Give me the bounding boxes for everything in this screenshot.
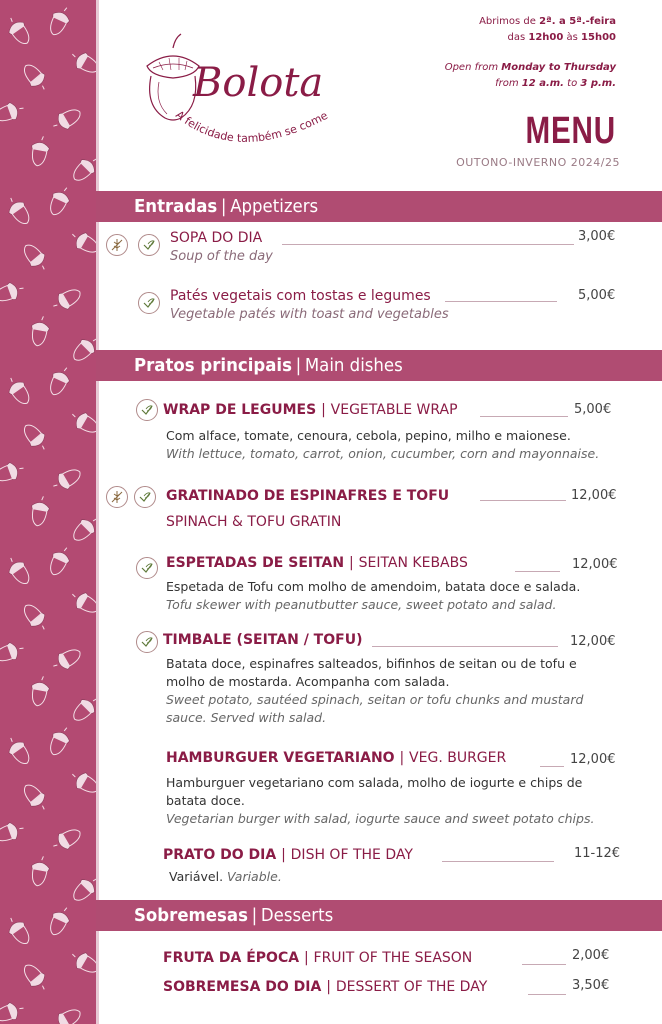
item-desc-wrap: Com alface, tomate, cenoura, cebola, pepino, milho e maionese. With lettuce, tomato, carrot, onion, cucumber, corn and mayonnaise. <box>166 428 600 461</box>
page-title: MENU <box>525 110 616 152</box>
acorn-logo-icon <box>135 24 375 184</box>
item-name-pates: Patés vegetais com tostas e legumes <box>170 288 431 304</box>
item-desc-burger: Hamburguer vegetariano com salada, molho de iogurte e chips de batata doce. Vegetarian burger with salad, iogurte sauce and sweet potato chips. <box>166 775 595 826</box>
item-price-soup: 3,00€ <box>578 229 616 244</box>
vegan-icon <box>138 292 160 314</box>
vegan-icon <box>136 557 158 579</box>
gluten-free-icon <box>106 486 128 508</box>
section-band-mains: Pratos principais | Main dishes <box>96 350 662 381</box>
item-price-dish-of-day: 11-12€ <box>574 846 621 861</box>
vegan-icon <box>134 486 156 508</box>
item-price-dessert-of-day: 3,50€ <box>572 978 610 993</box>
item-name-gratin-en: SPINACH & TOFU GRATIN <box>166 514 342 530</box>
item-name-wrap: WRAP DE LEGUMES | VEGETABLE WRAP <box>163 402 458 418</box>
vegan-icon <box>136 631 158 653</box>
vegan-icon <box>136 399 158 421</box>
item-name-timbale: TIMBALE (SEITAN / TOFU) <box>163 632 363 648</box>
hours-pt-days: Abrimos de 2ª. a 5ª.-feira <box>479 16 616 27</box>
dotted-leader <box>540 766 564 767</box>
svg-text:A felicidade também se come <box>173 108 330 145</box>
item-name-gratin: GRATINADO DE ESPINAFRES E TOFU <box>166 488 450 504</box>
dotted-leader <box>372 646 558 647</box>
acorn-pattern-icon <box>0 0 96 1024</box>
item-price-fruit: 2,00€ <box>572 948 610 963</box>
item-sub-pates: Vegetable patés with toast and vegetables <box>170 307 449 322</box>
hours-pt-times: das 12h00 às 15h00 <box>507 32 616 43</box>
pattern-divider <box>96 0 99 1024</box>
item-price-kebabs: 12,00€ <box>572 557 618 572</box>
section-band-appetizers: Entradas | Appetizers <box>96 191 662 222</box>
item-price-burger: 12,00€ <box>570 752 616 767</box>
vegan-icon <box>138 234 160 256</box>
dotted-leader <box>480 500 566 501</box>
item-name-burger: HAMBURGUER VEGETARIANO | VEG. BURGER <box>166 750 507 766</box>
section-title-en: Main dishes <box>304 355 403 376</box>
section-band-desserts: Sobremesas | Desserts <box>96 900 662 931</box>
section-title-en: Appetizers <box>230 196 319 217</box>
logo-wordmark: Bolota <box>193 60 324 106</box>
gluten-free-icon <box>106 234 128 256</box>
dotted-leader <box>528 994 566 995</box>
bolota-logo <box>135 24 375 184</box>
season-label: OUTONO-INVERNO 2024/25 <box>456 156 620 169</box>
item-name-dish-of-day: PRATO DO DIA | DISH OF THE DAY <box>163 847 413 863</box>
item-price-wrap: 5,00€ <box>574 402 612 417</box>
item-desc-kebabs: Espetada de Tofu com molho de amendoim, batata doce e salada. Tofu skewer with peanutbutter sauce, sweet potato and salad. <box>166 579 581 612</box>
item-name-soup: SOPA DO DIA <box>170 230 263 246</box>
section-title-en: Desserts <box>260 905 334 926</box>
acorn-pattern-strip <box>0 0 96 1024</box>
hours-en-times: from 12 a.m. to 3 p.m. <box>495 78 616 89</box>
dotted-leader <box>445 301 557 302</box>
dotted-leader <box>480 416 568 417</box>
item-price-timbale: 12,00€ <box>570 634 616 649</box>
section-title-pt: Entradas <box>134 196 218 217</box>
dotted-leader <box>442 861 554 862</box>
item-desc-dish-of-day: Variável. Variable. <box>169 869 282 884</box>
section-title-pt: Sobremesas <box>134 905 248 926</box>
item-name-kebabs: ESPETADAS DE SEITAN | SEITAN KEBABS <box>166 555 468 571</box>
dotted-leader <box>515 571 560 572</box>
logo-tagline: A felicidade também se come <box>173 108 330 145</box>
item-sub-soup: Soup of the day <box>170 249 273 264</box>
item-price-gratin: 12,00€ <box>571 488 617 503</box>
dotted-leader <box>282 244 574 245</box>
dotted-leader <box>522 964 566 965</box>
section-title-pt: Pratos principais <box>134 355 292 376</box>
item-name-fruit: FRUTA DA ÉPOCA | FRUIT OF THE SEASON <box>163 950 473 966</box>
hours-en-days: Open from Monday to Thursday <box>444 62 616 73</box>
opening-hours <box>445 14 616 92</box>
item-name-dessert-of-day: SOBREMESA DO DIA | DESSERT OF THE DAY <box>163 979 488 995</box>
item-price-pates: 5,00€ <box>578 288 616 303</box>
item-desc-timbale: Batata doce, espinafres salteados, bifinhos de seitan ou de tofu e molho de mostarda. Acompanha com salada. Sweet potato, sautéed spinach, seitan or tofu chunks and mustard sauce. Served with salad. <box>166 656 584 725</box>
